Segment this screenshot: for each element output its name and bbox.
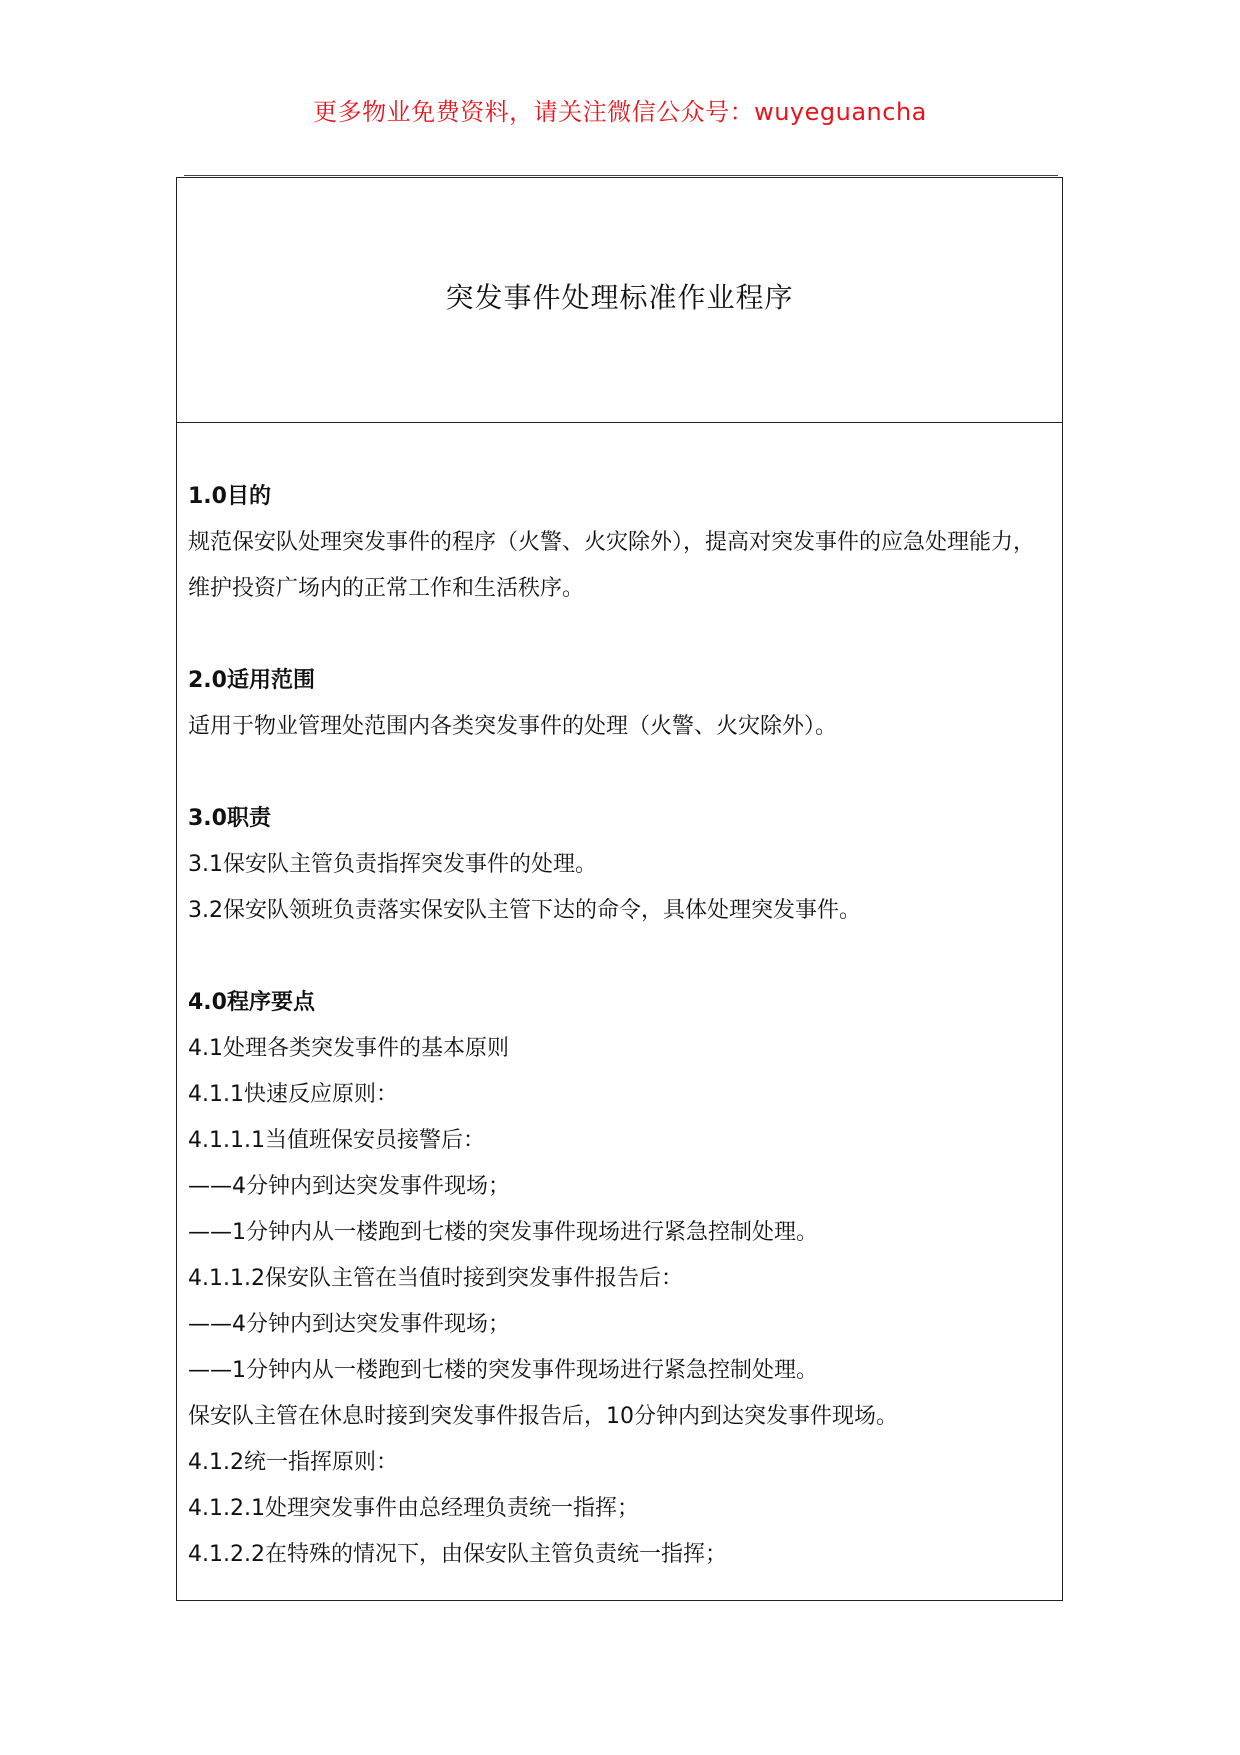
section-line: 4.1.2.1处理突发事件由总经理负责统一指挥； [188,1496,639,1521]
section-paragraph: 适用于物业管理处范围内各类突发事件的处理（火警、火灾除外）。 [188,714,838,739]
section-heading: 1.0目的 [188,484,271,509]
section-line: 3.1保安队主管负责指挥突发事件的处理。 [188,852,597,877]
section-line: ——1分钟内从一楼跑到七楼的突发事件现场进行紧急控制处理。 [188,1220,818,1245]
section-line: 4.1处理各类突发事件的基本原则 [188,1036,509,1061]
section-line: 4.1.2.2在特殊的情况下，由保安队主管负责统一指挥； [188,1542,727,1567]
section-line: ——4分钟内到达突发事件现场； [188,1312,510,1337]
promo-banner: 更多物业免费资料，请关注微信公众号：wuyeguancha [313,98,927,126]
document-table [176,177,1063,1601]
section-line: 4.1.1.1当值班保安员接警后： [188,1128,485,1153]
section-line: 4.1.1.2保安队主管在当值时接到突发事件报告后： [188,1266,683,1291]
document-title: 突发事件处理标准作业程序 [445,281,794,314]
section-line: 4.1.2统一指挥原则： [188,1450,398,1475]
section-line: ——4分钟内到达突发事件现场； [188,1174,510,1199]
section-paragraph: 规范保安队处理突发事件的程序（火警、火灾除外），提高对突发事件的应急处理能力，维护投资广场内的正常工作和生活秩序。 [188,530,1036,601]
section-line: 4.1.1快速反应原则： [188,1082,398,1107]
section-heading: 3.0职责 [188,806,271,831]
section-heading: 2.0适用范围 [188,668,315,693]
section-line: 3.2保安队领班负责落实保安队主管下达的命令，具体处理突发事件。 [188,898,861,923]
section-heading: 4.0程序要点 [188,990,315,1015]
section-line: 保安队主管在休息时接到突发事件报告后，10分钟内到达突发事件现场。 [188,1404,898,1429]
section-line: ——1分钟内从一楼跑到七楼的突发事件现场进行紧急控制处理。 [188,1358,818,1383]
content-cell [177,423,1062,1600]
title-cell [177,178,1062,423]
header-rule [184,175,1058,176]
